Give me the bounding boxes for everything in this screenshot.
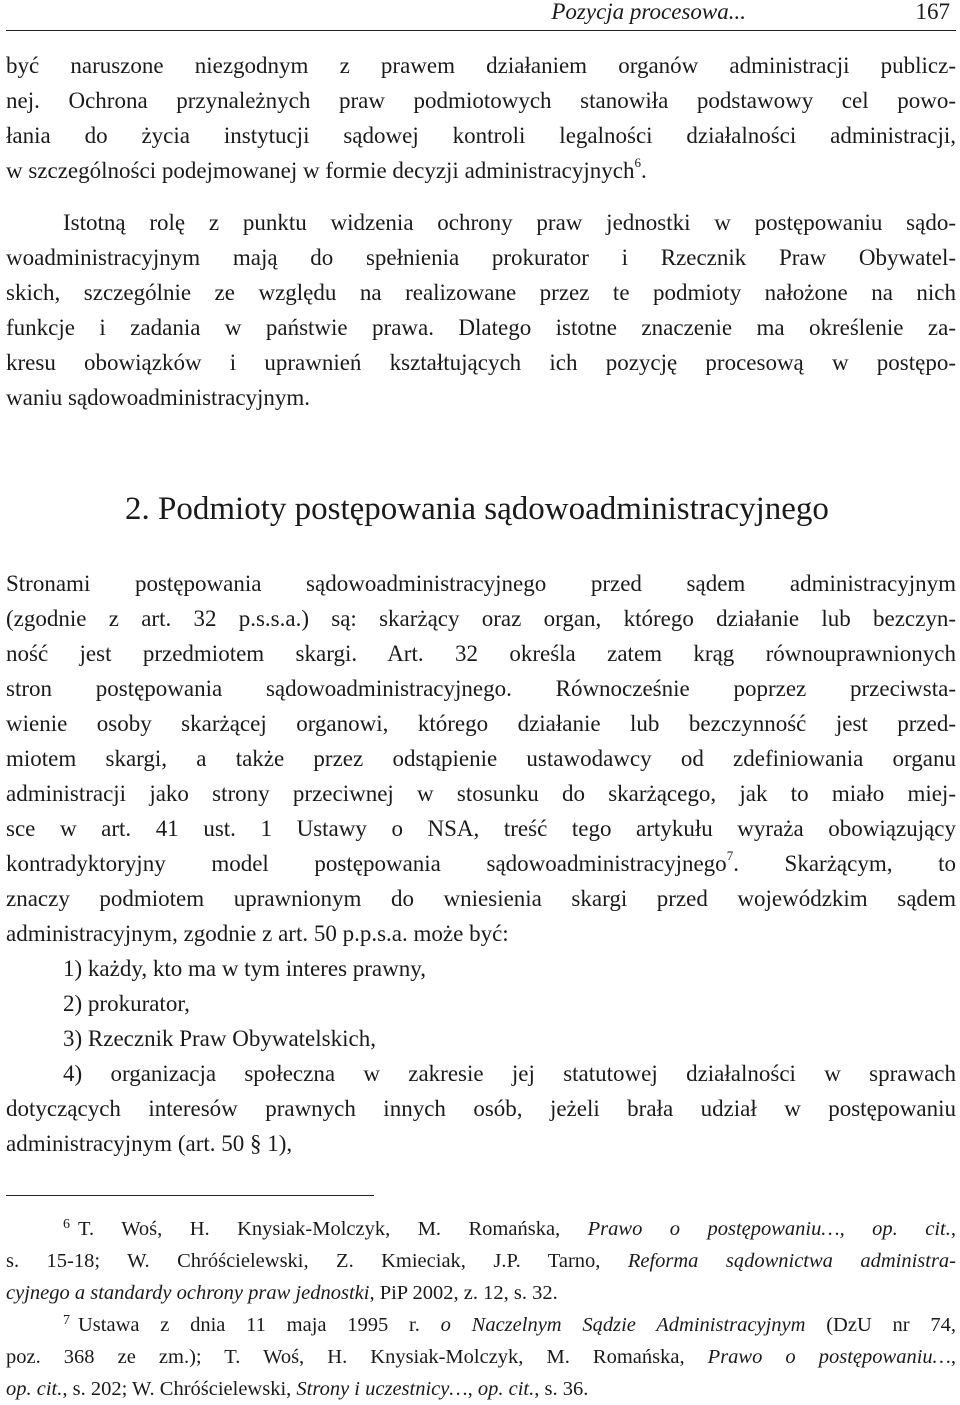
- text-line: waniu sądowoadministracyjnym.: [6, 385, 311, 410]
- paragraph-3: [6, 566, 956, 1161]
- section-heading: 2. Podmioty postępowania sądowoadministracyjnego: [125, 491, 829, 527]
- text-line: administracyjnym (art. 50 § 1),: [6, 1131, 293, 1156]
- text-line: dotyczących interesów prawnych innych osób, jeżeli brała udział w postępowaniu: [6, 1096, 956, 1121]
- paragraph-2: [6, 205, 956, 415]
- footnote-line: s. 15-18; W. Chróścielewski, Z. Kmieciak, J.P. Tarno, Reforma sądownictwa administra-: [6, 1250, 957, 1272]
- list-item: 1) każdy, kto ma w tym interes prawny,: [63, 956, 427, 981]
- text-line: administracji jako strony przeciwnej w stosunku do skarżącego, jak to miało miej-: [6, 781, 956, 806]
- footnote-line: poz. 368 ze zm.); T. Woś, H. Knysiak-Molczyk, M. Romańska, Prawo o postępowaniu…,: [6, 1346, 956, 1368]
- footnote-divider: [6, 1195, 374, 1196]
- text-line: woadministracyjnym mają do spełnienia prokurator i Rzecznik Praw Obywatel-: [6, 245, 956, 270]
- text-line: kresu obowiązków i uprawnień kształtujących ich pozycję procesową w postępo-: [6, 350, 956, 375]
- text-line: nej. Ochrona przynależnych praw podmiotowych stanowiła podstawowy cel powo-: [6, 88, 956, 113]
- text-line: Stronami postępowania sądowoadministracyjnego przed sądem administracyjnym: [6, 571, 956, 596]
- footnote-ref-6: 6: [634, 155, 641, 171]
- text-line: kontradyktoryjny model postępowania sądowoadministracyjnego$^7$. Skarżącym, to: [6, 848, 956, 876]
- footnote-line: cyjnego a standardy ochrony praw jednostki, PiP 2002, z. 12, s. 32.: [6, 1282, 558, 1304]
- text-line: administracyjnym, zgodnie z art. 50 p.p.s.a. może być:: [6, 921, 509, 946]
- list-item: 2) prokurator,: [63, 991, 190, 1016]
- page-number: 167: [915, 0, 950, 24]
- footnote-6: $^6$ T. Woś, H. Knysiak-Molczyk, M. Romańska, Prawo o postępowaniu…, op. cit.,: [63, 1217, 956, 1240]
- text-line: ność jest przedmiotem skargi. Art. 32 określa zatem krąg równouprawnionych: [6, 641, 956, 666]
- text-line: miotem skargi, a także przez odstąpienie ustawodawcy od zdefiniowania organu: [6, 746, 956, 771]
- text-line: (zgodnie z art. 32 p.s.s.a.) są: skarżący oraz organ, którego działanie lub bezczyn-: [6, 606, 956, 631]
- paragraph-1: [6, 48, 956, 188]
- footnote-line: op. cit., s. 202; W. Chróścielewski, Strony i uczestnicy…, op. cit., s. 36.: [6, 1378, 589, 1400]
- text-line: łania do życia instytucji sądowej kontroli legalności działalności administracji,: [6, 123, 956, 148]
- text-line: Istotną rolę z punktu widzenia ochrony praw jednostki w postępowaniu sądo-: [63, 210, 956, 235]
- footnote-ref-7: 7: [726, 848, 734, 864]
- running-title: Pozycja procesowa...: [551, 0, 746, 24]
- running-header: [6, 0, 956, 31]
- text-line: znaczy podmiotem uprawnionym do wniesienia skargi przed wojewódzkim sądem: [6, 886, 956, 911]
- footnote-7: $^7$ Ustawa z dnia 11 maja 1995 r. o Naczelnym Sądzie Administracyjnym (DzU nr 74,: [63, 1313, 956, 1336]
- text-line: sce w art. 41 ust. 1 Ustawy o NSA, treść tego artykułu wyraża obowiązujący: [6, 816, 956, 841]
- list-item: 4) organizacja społeczna w zakresie jej statutowej działalności w sprawach: [63, 1061, 956, 1086]
- text-line: skich, szczególnie ze względu na realizowane przez te podmioty nałożone na nich: [6, 280, 956, 305]
- text-line: funkcje i zadania w państwie prawa. Dlatego istotne znaczenie ma określenie za-: [6, 315, 956, 340]
- text-line: w szczególności podejmowanej w formie decyzji administracyjnych$^6$.: [6, 155, 647, 183]
- footnotes: [6, 1213, 956, 1405]
- text-line: stron postępowania sądowoadministracyjnego. Równocześnie poprzez przeciwsta-: [6, 676, 956, 701]
- text-line: być naruszone niezgodnym z prawem działaniem organów administracji publicz-: [6, 53, 956, 78]
- list-item: 3) Rzecznik Praw Obywatelskich,: [63, 1026, 376, 1051]
- text-line: wienie osoby skarżącej organowi, którego działanie lub bezczynność jest przed-: [6, 711, 956, 736]
